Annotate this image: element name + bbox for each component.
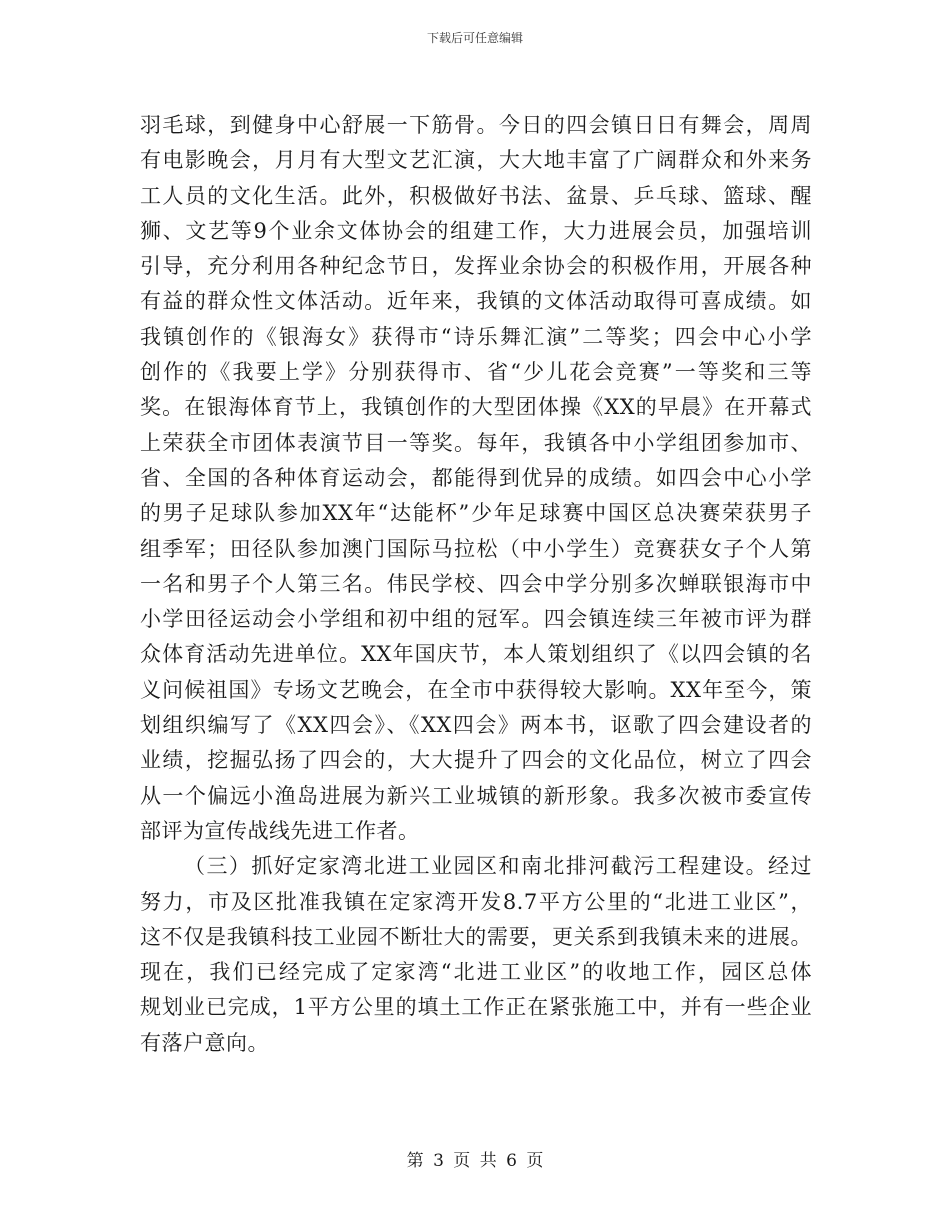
- body-line: 从一个偏远小渔岛进展为新兴工业城镇的新形象。我多次被市委宣传: [140, 783, 812, 808]
- body-line: 创作的《我要上学》分别获得市、省“少儿花会竞赛”一等奖和三等: [140, 360, 812, 385]
- document-body: [140, 108, 812, 1061]
- body-line: 的男子足球队参加XX年“达能杯”少年足球赛中国区总决赛荣获男子: [140, 501, 812, 526]
- body-line: 部评为宣传战线先进工作者。: [140, 818, 420, 843]
- body-line: 努力，市及区批准我镇在定家湾开发8.7平方公里的“北进工业区”，: [140, 889, 812, 914]
- body-line: 划组织编写了《XX四会》、《XX四会》两本书，讴歌了四会建设者的: [140, 713, 812, 738]
- page-number-footer: 第 3 页 共 6 页: [406, 1151, 544, 1171]
- body-line: 狮、文艺等9个业余文体协会的组建工作，大力进展会员，加强培训: [140, 218, 812, 243]
- body-line: 奖。在银海体育节上，我镇创作的大型团体操《XX的早晨》在开幕式: [140, 395, 812, 420]
- body-line: 有电影晚会，月月有大型文艺汇演，大大地丰富了广阔群众和外来务: [140, 148, 812, 173]
- body-line: 引导，充分利用各种纪念节日，发挥业余协会的积极作用，开展各种: [140, 254, 812, 279]
- body-line: 组季军；田径队参加澳门国际马拉松（中小学生）竞赛获女子个人第: [140, 536, 812, 561]
- body-line: 有落户意向。: [140, 1030, 269, 1055]
- body-line: 业绩，挖掘弘扬了四会的，大大提升了四会的文化品位，树立了四会: [140, 748, 812, 773]
- body-line: 工人员的文化生活。此外，积极做好书法、盆景、乒乓球、篮球、醒: [140, 183, 812, 208]
- body-line: 这不仅是我镇科技工业园不断壮大的需要，更关系到我镇未来的进展。: [140, 924, 812, 949]
- body-line: 小学田径运动会小学组和初中组的冠军。四会镇连续三年被市评为群: [140, 607, 812, 632]
- page-header-note: 下载后可任意编辑: [426, 31, 523, 45]
- body-line: 羽毛球，到健身中心舒展一下筋骨。今日的四会镇日日有舞会，周周: [140, 113, 812, 137]
- body-line: 一名和男子个人第三名。伟民学校、四会中学分别多次蝉联银海市中: [140, 571, 812, 596]
- body-line: （三）抓好定家湾北进工业园区和南北排河截污工程建设。经过: [184, 854, 812, 879]
- body-line: 现在，我们已经完成了定家湾“北进工业区”的收地工作，园区总体: [140, 960, 812, 985]
- body-line: 上荣获全市团体表演节目一等奖。每年，我镇各中小学组团参加市、: [140, 430, 812, 455]
- body-line: 省、全国的各种体育运动会，都能得到优异的成绩。如四会中心小学: [140, 465, 812, 490]
- body-line: 规划业已完成，1平方公里的填土工作正在紧张施工中，并有一些企业: [140, 995, 812, 1020]
- body-line: 众体育活动先进单位。XX年国庆节，本人策划组织了《以四会镇的名: [140, 642, 812, 667]
- body-line: 有益的群众性文体活动。近年来，我镇的文体活动取得可喜成绩。如: [140, 289, 812, 314]
- body-line: 义问候祖国》专场文艺晚会，在全市中获得较大影响。XX年至今，策: [140, 677, 812, 702]
- body-line: 我镇创作的《银海女》获得市“诗乐舞汇演”二等奖；四会中心小学: [140, 324, 812, 349]
